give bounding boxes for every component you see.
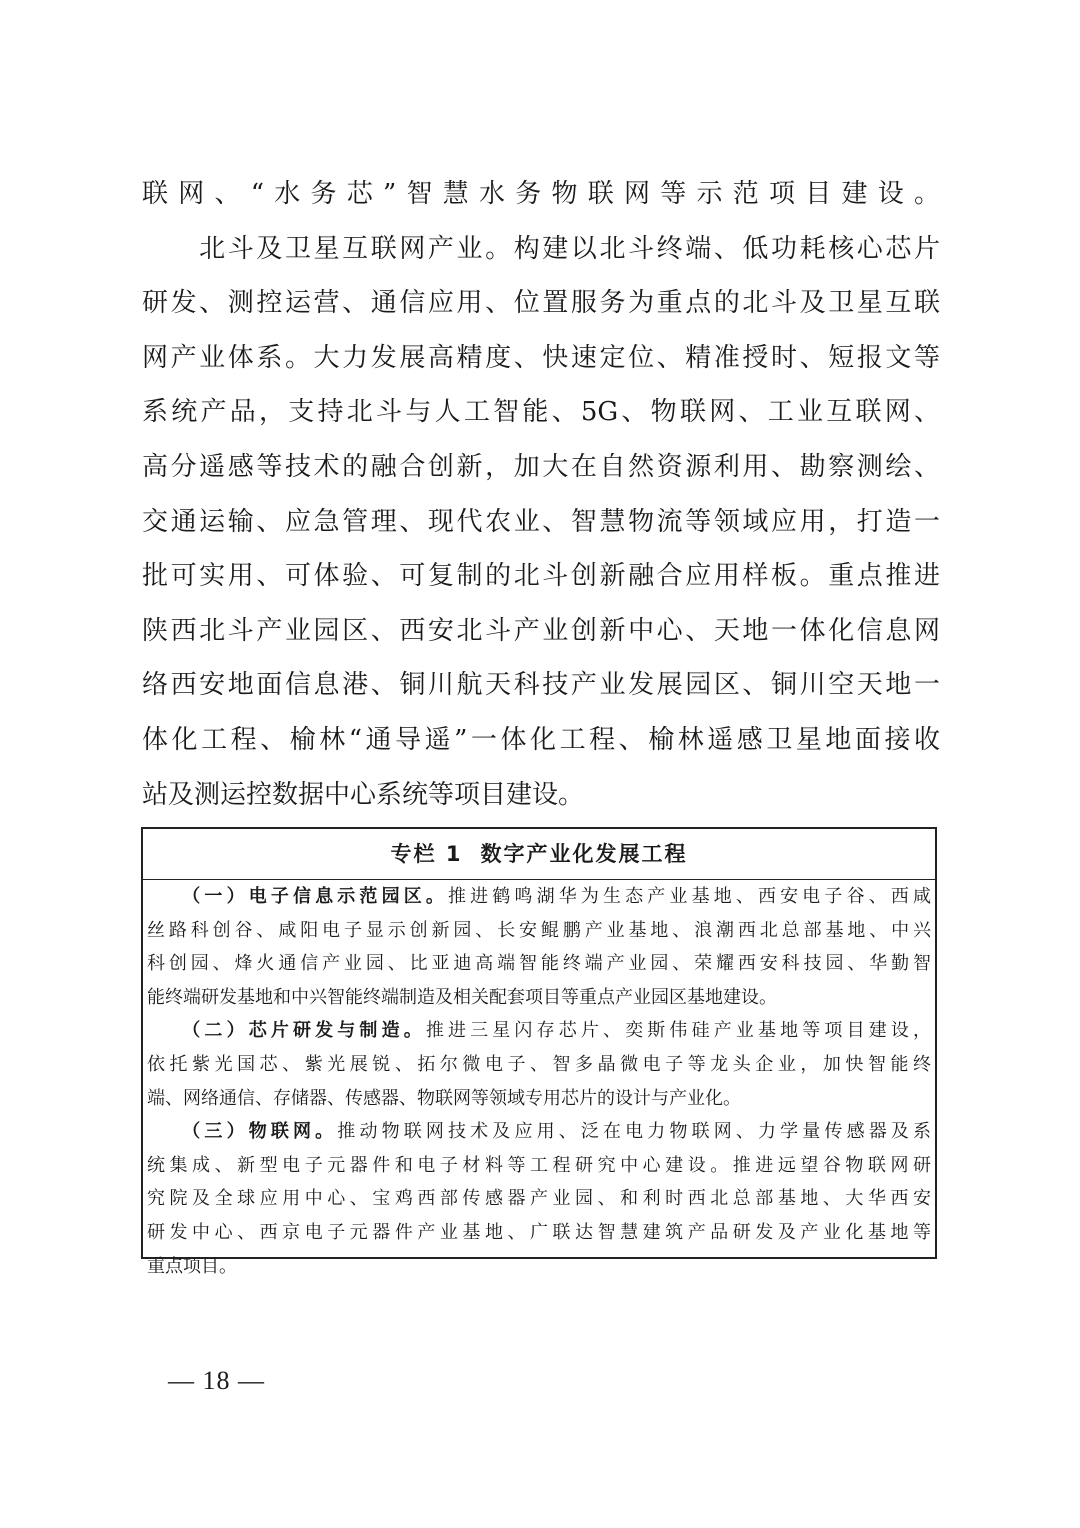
body-line: 络西安地面信息港、铜川航天科技产业发展园区、铜川空天地一 bbox=[142, 670, 940, 701]
body-line: 站及测运控数据中心系统等项目建设。 bbox=[142, 779, 585, 810]
box-line-text: 依托紫光国芯、紫光展锐、拓尔微电子、智多晶微电子等龙头企业，加快智能终 bbox=[147, 1053, 931, 1075]
body-line: 交通运输、应急管理、现代农业、智慧物流等领域应用，打造一 bbox=[142, 506, 940, 537]
column-box-body bbox=[143, 880, 935, 1283]
box-line-text: 统集成、新型电子元器件和电子材料等工程研究中心建设。推进远望谷物联网研 bbox=[147, 1154, 931, 1176]
box-line-text: 能终端研发基地和中兴智能终端制造及相关配套项目等重点产业园区基地建设。 bbox=[147, 986, 777, 1008]
body-line: 研发、测控运营、通信应用、位置服务为重点的北斗及卫星互联 bbox=[142, 288, 940, 319]
box-line-text: 丝路科创谷、咸阳电子显示创新园、长安鲲鹏产业基地、浪潮西北总部基地、中兴 bbox=[147, 919, 931, 941]
box-line bbox=[147, 947, 931, 981]
body-line: 北斗及卫星互联网产业。构建以北斗终端、低功耗核心芯片 bbox=[142, 233, 940, 264]
page-number: — 18 — bbox=[168, 1366, 265, 1395]
box-line bbox=[147, 1115, 931, 1149]
box-line-text: 端、网络通信、存储器、传感器、物联网等领域专用芯片的设计与产业化。 bbox=[147, 1087, 741, 1109]
box-line-text: 推动物联网技术及应用、泛在电力物联网、力学量传感器及系 bbox=[337, 1121, 932, 1143]
box-line bbox=[147, 1182, 931, 1216]
box-line bbox=[147, 1082, 931, 1116]
body-text bbox=[142, 167, 940, 822]
box-line-heading: （一）电子信息示范园区。 bbox=[147, 886, 448, 907]
body-line: 高分遥感等技术的融合创新，加大在自然资源利用、勘察测绘、 bbox=[142, 451, 940, 482]
box-line bbox=[147, 1048, 931, 1082]
body-line: 联网、“水务芯”智慧水务物联网等示范项目建设。 bbox=[142, 179, 940, 209]
column-title: 数字产业化发展工程 bbox=[480, 842, 688, 866]
body-line: 批可实用、可体验、可复制的北斗创新融合应用样板。重点推进 bbox=[142, 561, 940, 592]
body-line: 网产业体系。大力发展高精度、快速定位、精准授时、短报文等 bbox=[142, 342, 940, 373]
box-line bbox=[147, 1250, 931, 1284]
box-line bbox=[147, 1149, 931, 1183]
column-box bbox=[141, 827, 937, 1277]
box-line-text: 推进三星闪存芯片、奕斯伟硅产业基地等项目建设， bbox=[425, 1020, 931, 1042]
body-line: 陕西北斗产业园区、西安北斗产业创新中心、天地一体化信息网 bbox=[142, 615, 940, 646]
box-line bbox=[147, 981, 931, 1015]
box-line-text: 推进鹤鸣湖华为生态产业基地、西安电子谷、西咸 bbox=[448, 886, 931, 907]
box-line-text: 科创园、烽火通信产业园、比亚迪高端智能终端产业园、荣耀西安科技园、华勤智 bbox=[147, 953, 931, 975]
body-line: 体化工程、榆林“通导遥”一体化工程、榆林遥感卫星地面接收 bbox=[142, 724, 940, 755]
box-line bbox=[147, 914, 931, 948]
body-line: 系统产品，支持北斗与人工智能、5G、物联网、工业互联网、 bbox=[142, 397, 940, 428]
box-line bbox=[147, 1014, 931, 1048]
box-line-text: 研发中心、西京电子元器件产业基地、广联达智慧建筑产品研发及产业化基地等 bbox=[147, 1221, 931, 1243]
column-box-title bbox=[143, 829, 935, 880]
column-label: 专栏 1 bbox=[390, 842, 463, 866]
box-line-text: 重点项目。 bbox=[147, 1255, 237, 1277]
box-line-heading: （三）物联网。 bbox=[147, 1121, 338, 1143]
box-line bbox=[147, 1216, 931, 1250]
box-line-text: 究院及全球应用中心、宝鸡西部传感器产业园、和利时西北总部基地、大华西安 bbox=[147, 1188, 931, 1210]
box-line-heading: （二）芯片研发与制造。 bbox=[147, 1020, 426, 1042]
box-line bbox=[147, 880, 931, 914]
